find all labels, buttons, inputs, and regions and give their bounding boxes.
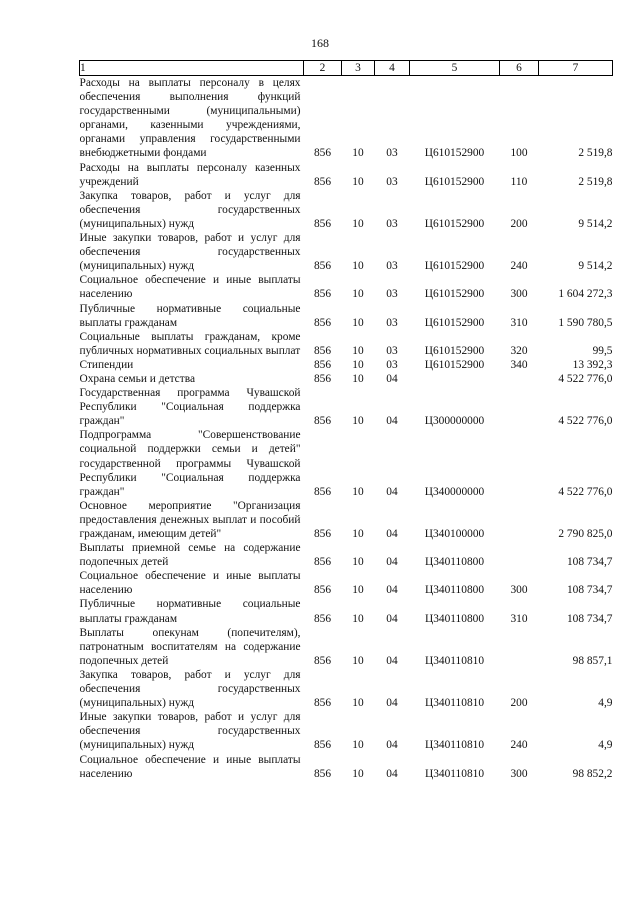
row-section: 10 [352,288,364,301]
header-col-7: 7 [539,61,613,76]
row-expense-type: 310 [510,316,528,329]
table-row [80,428,613,498]
row-expense-type: 300 [510,584,528,597]
row-admin-code: 856 [313,739,332,752]
row-target-article: Ц610152900 [424,147,485,160]
row-subsection: 04 [386,654,398,667]
row-admin-code: 856 [313,175,332,188]
row-section: 10 [352,175,364,188]
row-subsection: 04 [386,372,398,385]
header-col-4: 4 [375,61,410,76]
row-admin-code: 856 [313,584,332,597]
row-admin-code: 856 [313,260,332,273]
row-amount: 2 519,8 [578,175,613,188]
row-section: 10 [352,584,364,597]
table-header-row [80,61,613,76]
row-subsection: 04 [386,584,398,597]
row-target-article: Ц340110810 [424,654,485,667]
row-amount: 108 734,7 [566,584,613,597]
header-col-1: 1 [80,61,304,76]
table-row [80,302,613,330]
row-name: Закупка товаров, работ и услуг для обеспечения государственных (муниципальных) нужд [79,189,301,230]
table-row [80,189,613,231]
row-expense-type [500,386,539,428]
row-amount: 13 392,3 [572,358,613,371]
row-amount: 2 790 825,0 [558,528,613,540]
row-target-article: Ц610152900 [424,358,485,371]
row-target-article: Ц610152900 [424,260,485,273]
row-amount: 4 522 776,0 [558,372,613,385]
row-subsection: 04 [386,612,398,625]
row-expense-type [500,372,539,386]
table-row [80,161,613,189]
row-expense-type: 300 [510,767,528,780]
row-admin-code: 856 [313,358,332,371]
row-name: Подпрограмма "Совершенствование социальной поддержки семьи и детей" государственной программы Чувашской Республики "Социальная поддержка граждан" [79,429,301,498]
row-expense-type: 310 [510,612,528,625]
row-amount: 4 522 776,0 [558,485,613,498]
table-row [80,499,613,541]
table-row [80,358,613,372]
row-subsection: 03 [386,316,398,329]
table-row [80,569,613,597]
table-row [80,668,613,710]
row-admin-code: 856 [313,528,332,540]
row-amount: 9 514,2 [578,260,613,273]
table-row [80,231,613,273]
row-amount: 4,9 [598,739,613,752]
table-row [80,76,613,161]
row-amount: 4 522 776,0 [558,415,613,428]
table-row [80,273,613,301]
row-name: Иные закупки товаров, работ и услуг для обеспечения государственных (муниципальных) нужд [79,711,301,752]
row-target-article: Ц610152900 [424,316,485,329]
row-admin-code: 856 [313,654,332,667]
row-amount: 1 590 780,5 [558,316,613,329]
row-target-article: Ц610152900 [424,217,485,230]
row-target-article: Ц610152900 [424,288,485,301]
table-row [80,541,613,569]
table-row [80,626,613,668]
row-name: Охрана семьи и детства [79,372,195,385]
row-subsection: 03 [386,288,398,301]
row-amount: 98 857,1 [572,654,613,667]
header-col-5: 5 [410,61,500,76]
row-section: 10 [352,556,364,569]
row-subsection: 03 [386,217,398,230]
budget-table [79,60,613,781]
header-col-2: 2 [304,61,342,76]
row-section: 10 [352,372,364,385]
row-amount: 4,9 [598,697,613,710]
row-name: Социальное обеспечение и иные выплаты населению [79,570,301,597]
row-amount: 9 514,2 [578,217,613,230]
row-expense-type: 340 [510,358,528,371]
row-section: 10 [352,147,364,160]
row-expense-type: 320 [510,344,528,357]
row-amount: 99,5 [592,344,613,357]
row-admin-code: 856 [313,316,332,329]
row-target-article: Ц300000000 [424,415,485,428]
row-target-article [410,372,500,386]
row-admin-code: 856 [313,556,332,569]
row-subsection: 04 [386,767,398,780]
row-subsection: 03 [386,260,398,273]
row-admin-code: 856 [313,612,332,625]
row-section: 10 [352,260,364,273]
table-row [80,597,613,625]
row-expense-type: 110 [510,175,528,188]
row-section: 10 [352,358,364,371]
row-subsection: 04 [386,528,398,540]
table-row [80,372,613,386]
row-name: Основное мероприятие "Организация предоставления денежных выплат и пособий гражданам, имеющим детей" [79,499,301,540]
row-name: Выплаты приемной семье на содержание подопечных детей [79,542,301,569]
table-row [80,710,613,752]
row-expense-type [500,541,539,569]
row-expense-type: 100 [510,147,528,160]
row-amount: 108 734,7 [566,612,613,625]
row-section: 10 [352,217,364,230]
row-amount: 108 734,7 [566,556,613,569]
row-subsection: 04 [386,697,398,710]
row-admin-code: 856 [313,372,332,385]
row-target-article: Ц610152900 [424,344,485,357]
row-expense-type [500,626,539,668]
row-amount: 98 852,2 [572,767,613,780]
row-admin-code: 856 [313,485,332,498]
row-expense-type: 200 [510,217,528,230]
row-name: Социальное обеспечение и иные выплаты населению [79,274,301,301]
row-expense-type [500,428,539,498]
row-target-article: Ц340100000 [424,528,485,540]
row-subsection: 03 [386,344,398,357]
row-admin-code: 856 [313,767,332,780]
row-subsection: 04 [386,415,398,428]
row-subsection: 04 [386,739,398,752]
row-name: Социальное обеспечение и иные выплаты населению [79,753,301,780]
row-section: 10 [352,697,364,710]
row-expense-type: 300 [510,288,528,301]
row-name: Иные закупки товаров, работ и услуг для обеспечения государственных (муниципальных) нужд [79,232,301,273]
row-name: Социальные выплаты гражданам, кроме публичных нормативных социальных выплат [79,330,301,357]
row-admin-code: 856 [313,147,332,160]
row-name: Выплаты опекунам (попечителям), патронатным воспитателям на содержание подопечных детей [79,626,301,667]
row-admin-code: 856 [313,344,332,357]
row-name: Расходы на выплаты персоналу в целях обеспечения выполнения функций государственными (муниципальными) органами, казенными учреждениями, органами управления государственными внебюджетными фондами [79,77,301,160]
row-section: 10 [352,316,364,329]
row-name: Расходы на выплаты персоналу казенных учреждений [79,161,301,188]
header-col-6: 6 [500,61,539,76]
header-col-3: 3 [342,61,375,76]
row-expense-type: 200 [510,697,528,710]
table-row [80,330,613,358]
table-body [80,76,613,781]
table-row [80,753,613,781]
row-expense-type [500,499,539,541]
row-admin-code: 856 [313,288,332,301]
row-admin-code: 856 [313,217,332,230]
row-target-article: Ц340110800 [424,612,485,625]
row-target-article: Ц340110810 [424,739,485,752]
row-target-article: Ц340110800 [424,556,485,569]
row-target-article: Ц340000000 [424,485,485,498]
row-section: 10 [352,767,364,780]
row-target-article: Ц340110800 [424,584,485,597]
page-number: 168 [311,36,329,50]
row-expense-type: 240 [510,739,528,752]
row-subsection: 03 [386,175,398,188]
row-section: 10 [352,344,364,357]
row-name: Стипендии [79,358,134,371]
row-amount: 1 604 272,3 [558,288,613,301]
row-section: 10 [352,415,364,428]
row-admin-code: 856 [313,415,332,428]
row-amount: 2 519,8 [578,147,613,160]
row-target-article: Ц340110810 [424,767,485,780]
row-name: Публичные нормативные социальные выплаты гражданам [79,598,301,625]
row-subsection: 03 [386,358,398,371]
row-name: Публичные нормативные социальные выплаты гражданам [79,302,301,329]
row-section: 10 [352,485,364,498]
row-target-article: Ц340110810 [424,697,485,710]
row-section: 10 [352,612,364,625]
table-row [80,386,613,428]
row-name: Государственная программа Чувашской Республики "Социальная поддержка граждан" [79,387,301,428]
row-subsection: 04 [386,485,398,498]
row-expense-type: 240 [510,260,528,273]
row-admin-code: 856 [313,697,332,710]
row-section: 10 [352,654,364,667]
row-name: Закупка товаров, работ и услуг для обеспечения государственных (муниципальных) нужд [79,668,301,710]
row-section: 10 [352,528,364,540]
row-section: 10 [352,739,364,752]
row-subsection: 04 [386,556,398,569]
row-target-article: Ц610152900 [424,175,485,188]
row-subsection: 03 [386,147,398,160]
